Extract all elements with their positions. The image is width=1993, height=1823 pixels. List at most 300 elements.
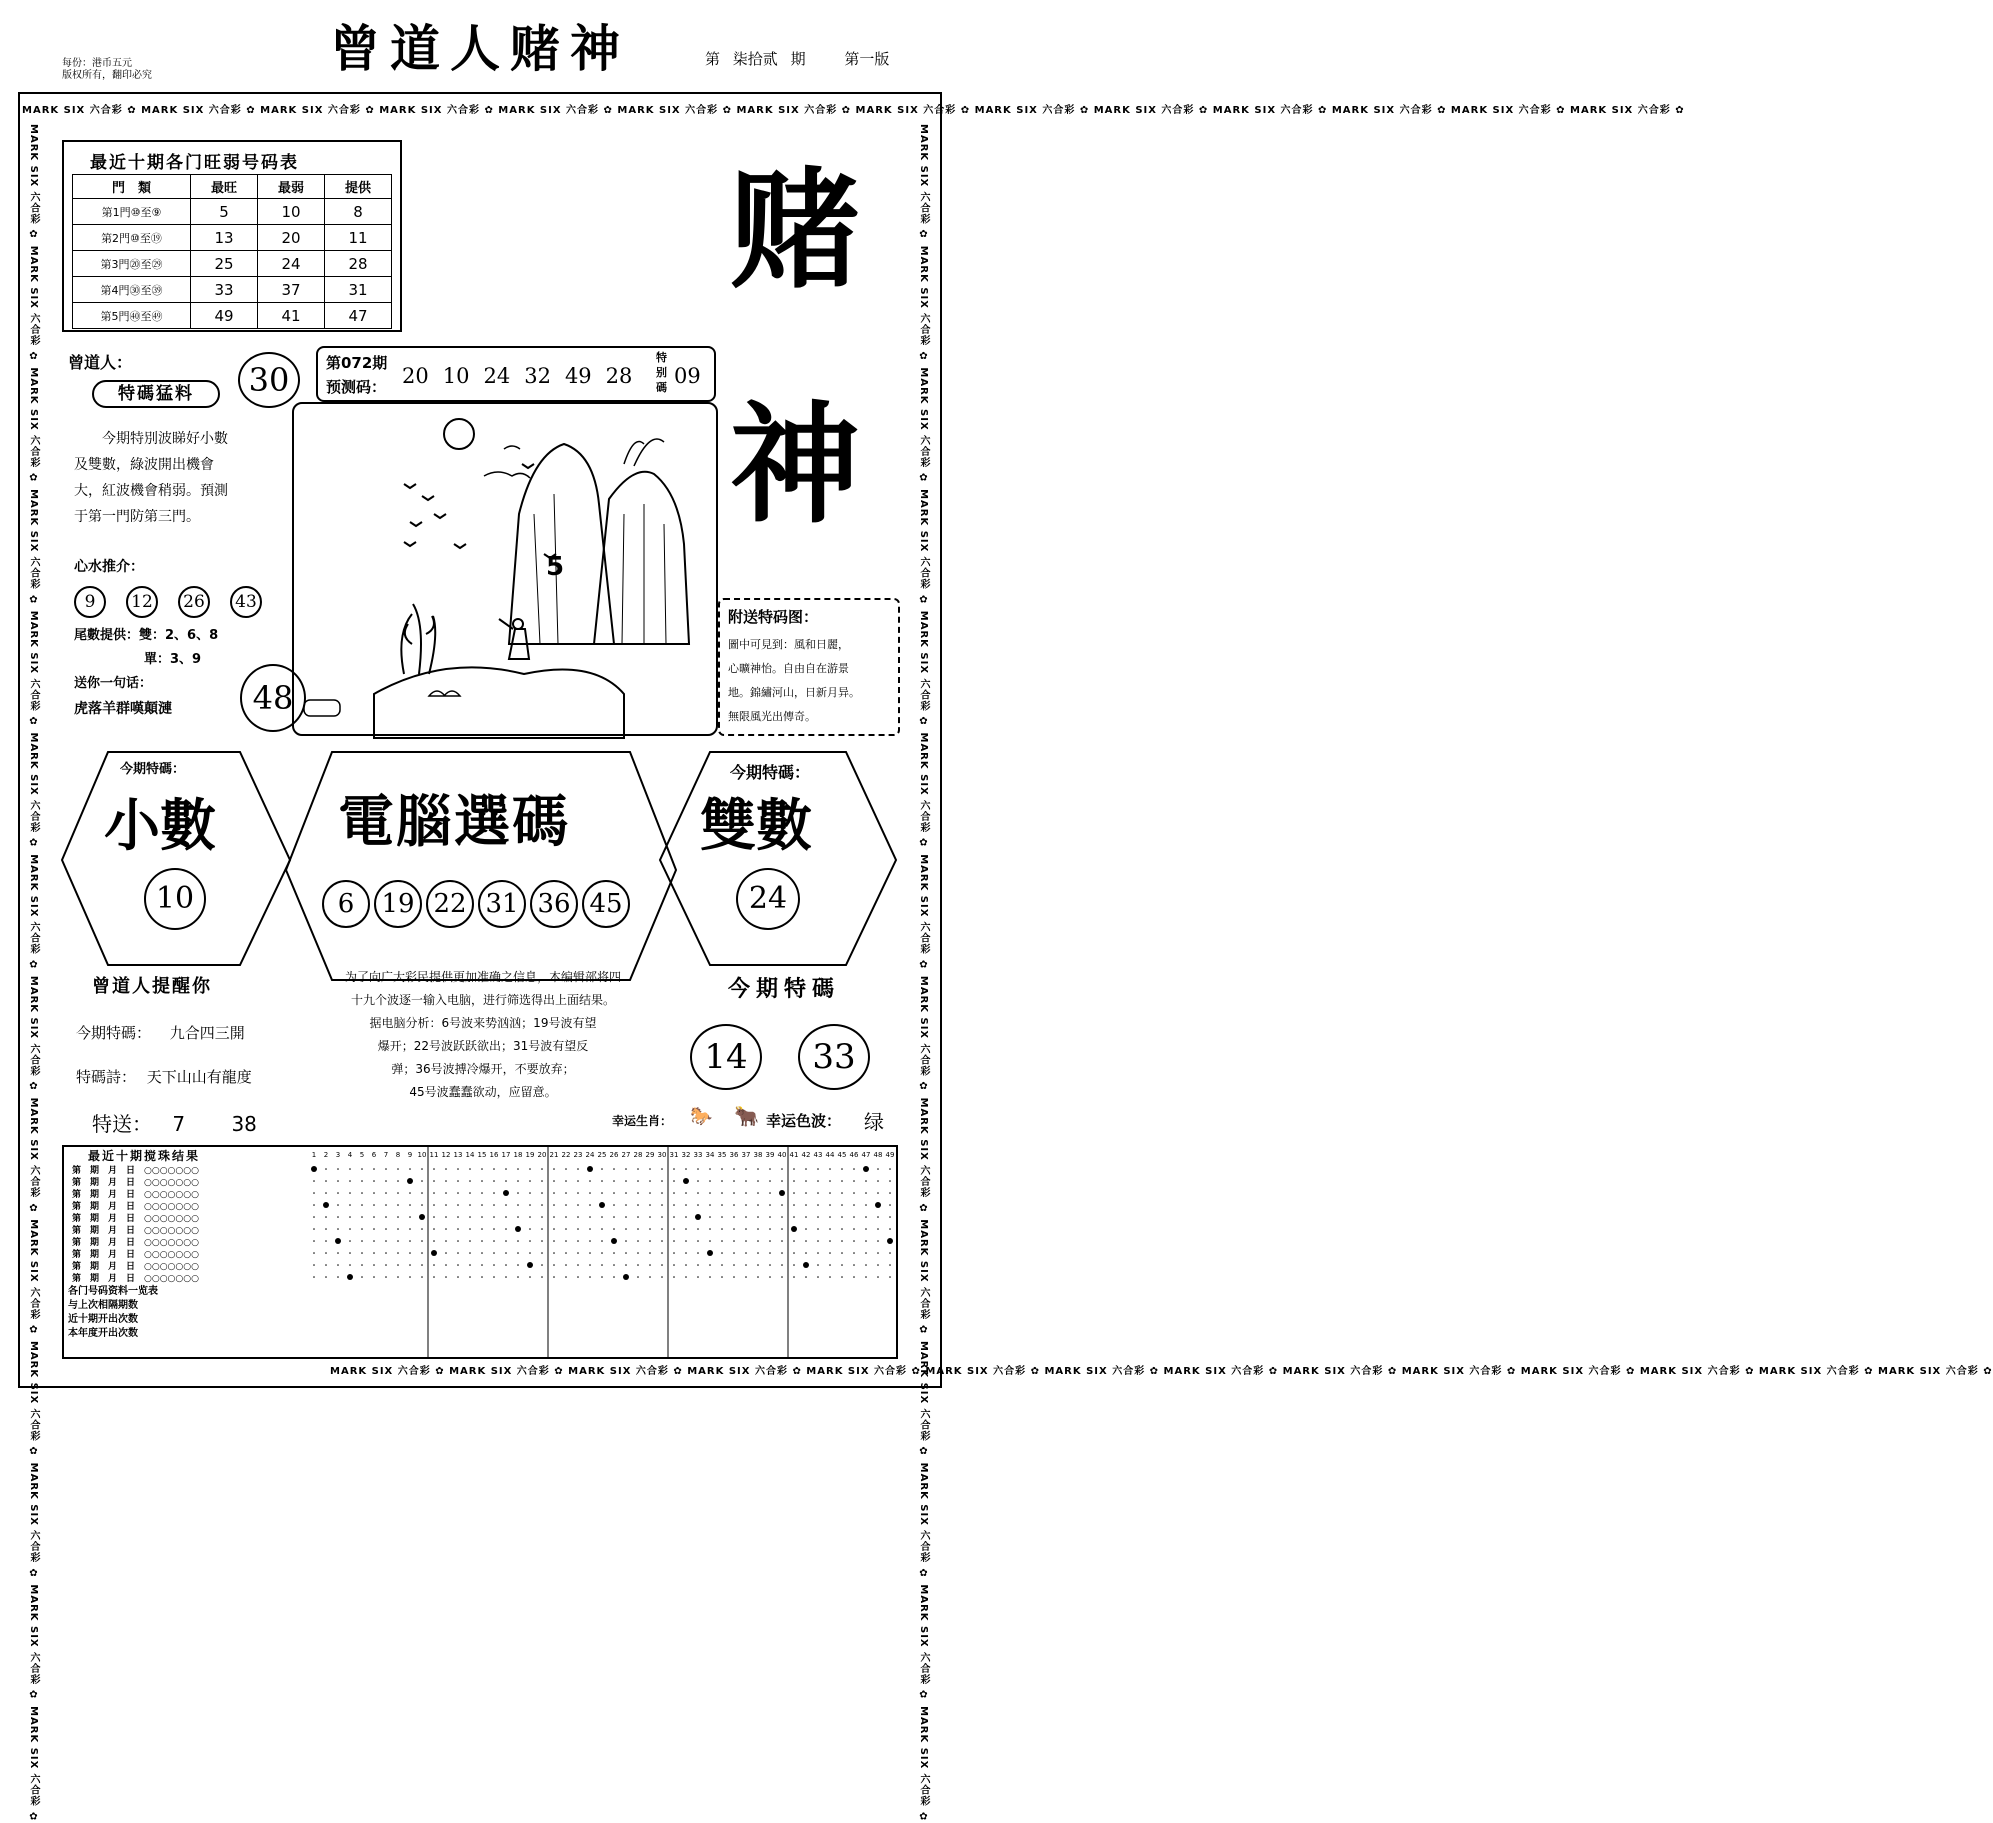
grid-dot bbox=[637, 1276, 639, 1278]
grid-dot bbox=[889, 1192, 891, 1194]
grid-dot bbox=[565, 1276, 567, 1278]
table-row bbox=[73, 225, 392, 251]
grid-dot bbox=[469, 1204, 471, 1206]
grid-dot bbox=[637, 1204, 639, 1206]
grid-dot bbox=[817, 1276, 819, 1278]
grid-dot bbox=[877, 1180, 879, 1182]
grid-dot bbox=[793, 1252, 795, 1254]
grid-dot bbox=[769, 1168, 771, 1170]
grid-dot bbox=[733, 1252, 735, 1254]
grid-dot bbox=[721, 1228, 723, 1230]
grid-dot bbox=[553, 1192, 555, 1194]
top-special-number: 30 bbox=[238, 352, 300, 408]
grid-dot bbox=[445, 1168, 447, 1170]
grid-dot bbox=[733, 1264, 735, 1266]
grid-dot bbox=[323, 1202, 329, 1208]
grid-dot bbox=[553, 1228, 555, 1230]
grid-dot bbox=[625, 1264, 627, 1266]
grid-dot bbox=[505, 1228, 507, 1230]
grid-dot bbox=[433, 1240, 435, 1242]
grid-column-number: 28 bbox=[633, 1151, 643, 1159]
history-row: 第 期 月 日 ○○○○○○○ bbox=[72, 1190, 199, 1200]
grid-dot bbox=[493, 1264, 495, 1266]
grid-dot bbox=[469, 1180, 471, 1182]
history-row: 第 期 月 日 ○○○○○○○ bbox=[72, 1202, 199, 1212]
grid-dot bbox=[457, 1240, 459, 1242]
grid-dot bbox=[349, 1264, 351, 1266]
picks-label: 心水推介： bbox=[74, 559, 144, 575]
grid-dot bbox=[745, 1252, 747, 1254]
grid-dot bbox=[601, 1228, 603, 1230]
grid-dot bbox=[661, 1252, 663, 1254]
grid-dot bbox=[325, 1168, 327, 1170]
grid-dot bbox=[337, 1204, 339, 1206]
grid-dot bbox=[889, 1168, 891, 1170]
grid-dot bbox=[733, 1204, 735, 1206]
grid-column-number: 33 bbox=[693, 1151, 703, 1159]
masthead-notes bbox=[62, 58, 162, 82]
grid-dot bbox=[865, 1216, 867, 1218]
grid-dot bbox=[589, 1216, 591, 1218]
grid-dot bbox=[349, 1240, 351, 1242]
grid-dot bbox=[337, 1252, 339, 1254]
grid-column-number: 15 bbox=[477, 1151, 487, 1159]
analysis-line: 据电脑分析：6号波来势汹汹；19号波有望 bbox=[369, 1016, 597, 1030]
computer-pick-ball: 45 bbox=[582, 880, 630, 928]
grid-dot bbox=[661, 1192, 663, 1194]
grid-dot bbox=[721, 1276, 723, 1278]
grid-dot bbox=[889, 1180, 891, 1182]
grid-dot bbox=[865, 1180, 867, 1182]
grid-dot bbox=[445, 1252, 447, 1254]
grid-dot bbox=[709, 1204, 711, 1206]
grid-dot bbox=[325, 1276, 327, 1278]
grid-dot bbox=[313, 1180, 315, 1182]
reminder-gift-label: 特送： bbox=[92, 1112, 152, 1136]
big-title-gamble: 赌 bbox=[730, 153, 861, 306]
grid-dot bbox=[311, 1166, 317, 1172]
band-left: MARK SIX 六合彩 ✿ MARK SIX 六合彩 ✿ MARK SIX 六合彩 ✿ MARK SIX 六合彩 ✿ MARK SIX 六合彩 ✿ MARK SIX 六合彩 ✿ MARK SIX 六合彩 ✿ MARK SIX 六合彩 ✿ MARK SIX 六合彩 ✿ MARK SIX 六合彩 ✿ MARK SIX 六合彩 ✿ MARK SIX 六合彩 ✿ MARK SIX 六合彩 ✿ MARK SIX 六合彩 ✿ bbox=[28, 124, 39, 1823]
grid-dot bbox=[457, 1252, 459, 1254]
grid-dot bbox=[385, 1192, 387, 1194]
grid-dot bbox=[613, 1204, 615, 1206]
grid-dot bbox=[409, 1252, 411, 1254]
grid-dot bbox=[625, 1180, 627, 1182]
grid-dot bbox=[361, 1204, 363, 1206]
grid-column-number: 10 bbox=[417, 1151, 427, 1159]
grid-dot bbox=[349, 1180, 351, 1182]
strong-cell: 5 bbox=[191, 199, 258, 225]
computer-pick-ball: 6 bbox=[322, 880, 370, 928]
grid-column-number: 5 bbox=[359, 1151, 365, 1159]
door-cell: 第4門㉚至㊴ bbox=[73, 277, 191, 303]
grid-dot bbox=[385, 1228, 387, 1230]
grid-dot bbox=[493, 1276, 495, 1278]
offer-cell: 11 bbox=[325, 225, 392, 251]
grid-dot bbox=[361, 1276, 363, 1278]
grid-dot bbox=[757, 1228, 759, 1230]
grid-dot bbox=[565, 1192, 567, 1194]
grid-dot bbox=[757, 1192, 759, 1194]
grid-dot bbox=[685, 1240, 687, 1242]
grid-column-number: 36 bbox=[729, 1151, 739, 1159]
grid-dot bbox=[409, 1264, 411, 1266]
grid-dot bbox=[781, 1264, 783, 1266]
lucky-color-value: 绿 bbox=[864, 1110, 884, 1134]
grid-dot bbox=[361, 1168, 363, 1170]
grid-column-number: 19 bbox=[525, 1151, 535, 1159]
grid-dot bbox=[529, 1252, 531, 1254]
grid-dot bbox=[515, 1226, 521, 1232]
grid-dot bbox=[505, 1240, 507, 1242]
grid-dot bbox=[421, 1276, 423, 1278]
grid-dot bbox=[527, 1262, 533, 1268]
grid-dot bbox=[373, 1216, 375, 1218]
grid-dot bbox=[385, 1276, 387, 1278]
grid-dot bbox=[637, 1168, 639, 1170]
grid-dot bbox=[625, 1192, 627, 1194]
grid-dot bbox=[421, 1168, 423, 1170]
grid-dot bbox=[697, 1276, 699, 1278]
grid-dot bbox=[565, 1264, 567, 1266]
prediction-label: 预测码： bbox=[326, 378, 387, 396]
grid-dot bbox=[517, 1204, 519, 1206]
grid-column-number: 26 bbox=[609, 1151, 619, 1159]
grid-dot bbox=[565, 1240, 567, 1242]
grid-dot bbox=[625, 1228, 627, 1230]
grid-dot bbox=[841, 1204, 843, 1206]
analysis-line: 弹；36号波搏冷爆开，不要放弃； bbox=[391, 1062, 575, 1076]
grid-dot bbox=[361, 1228, 363, 1230]
grid-dot bbox=[349, 1192, 351, 1194]
grid-dot bbox=[481, 1228, 483, 1230]
grid-dot bbox=[373, 1192, 375, 1194]
grid-dot bbox=[529, 1228, 531, 1230]
grid-dot bbox=[649, 1204, 651, 1206]
grid-dot bbox=[721, 1264, 723, 1266]
analysis-line: 十九个波逐一输入电脑，进行筛选得出上面结果。 bbox=[350, 993, 615, 1007]
grid-dot bbox=[769, 1192, 771, 1194]
grid-dot bbox=[745, 1192, 747, 1194]
grid-dot bbox=[541, 1228, 543, 1230]
grid-column-number: 49 bbox=[885, 1151, 895, 1159]
reminder-title: 曾道人提醒你 bbox=[92, 976, 212, 997]
grid-dot bbox=[829, 1168, 831, 1170]
grid-dot bbox=[385, 1264, 387, 1266]
ball-dot-grid bbox=[308, 1147, 896, 1357]
grid-dot bbox=[721, 1204, 723, 1206]
grid-dot bbox=[793, 1216, 795, 1218]
grid-dot bbox=[889, 1276, 891, 1278]
table-row bbox=[73, 199, 392, 225]
grid-dot bbox=[865, 1240, 867, 1242]
grid-dot bbox=[793, 1180, 795, 1182]
grid-dot bbox=[493, 1192, 495, 1194]
grid-dot bbox=[541, 1168, 543, 1170]
grid-dot bbox=[529, 1180, 531, 1182]
grid-dot bbox=[709, 1192, 711, 1194]
grid-dot bbox=[541, 1276, 543, 1278]
weak-cell: 24 bbox=[258, 251, 325, 277]
grid-dot bbox=[865, 1264, 867, 1266]
grid-dot bbox=[361, 1252, 363, 1254]
grid-dot bbox=[493, 1240, 495, 1242]
grid-dot bbox=[721, 1240, 723, 1242]
grid-dot bbox=[817, 1228, 819, 1230]
grid-dot bbox=[661, 1204, 663, 1206]
computer-pick-ball: 36 bbox=[530, 880, 578, 928]
grid-column-number: 8 bbox=[395, 1151, 401, 1159]
table-row bbox=[73, 251, 392, 277]
grid-dot bbox=[817, 1264, 819, 1266]
landscape-drawing bbox=[294, 404, 720, 738]
reminder-poem-label: 特碼詩： bbox=[76, 1068, 137, 1086]
grid-dot bbox=[589, 1240, 591, 1242]
grid-dot bbox=[503, 1190, 509, 1196]
grid-column-number: 35 bbox=[717, 1151, 727, 1159]
grid-dot bbox=[553, 1252, 555, 1254]
grid-dot bbox=[553, 1180, 555, 1182]
grid-dot bbox=[481, 1204, 483, 1206]
grid-dot bbox=[517, 1168, 519, 1170]
grid-dot bbox=[877, 1240, 879, 1242]
grid-dot bbox=[793, 1240, 795, 1242]
grid-dot bbox=[745, 1180, 747, 1182]
grid-dot bbox=[469, 1228, 471, 1230]
offer-cell: 47 bbox=[325, 303, 392, 329]
grid-dot bbox=[433, 1192, 435, 1194]
prediction-number: 49 bbox=[564, 364, 592, 388]
grid-dot bbox=[481, 1240, 483, 1242]
grid-dot bbox=[649, 1264, 651, 1266]
grid-dot bbox=[829, 1228, 831, 1230]
grid-dot bbox=[613, 1252, 615, 1254]
grid-dot bbox=[325, 1264, 327, 1266]
grid-dot bbox=[313, 1276, 315, 1278]
grid-dot bbox=[805, 1276, 807, 1278]
grid-dot bbox=[889, 1264, 891, 1266]
reminder-gift-value: 38 bbox=[231, 1112, 257, 1136]
hex-left-title: 小數 bbox=[104, 793, 216, 859]
grid-dot bbox=[697, 1264, 699, 1266]
grid-dot bbox=[517, 1264, 519, 1266]
grid-dot bbox=[649, 1240, 651, 1242]
grid-dot bbox=[769, 1264, 771, 1266]
grid-dot bbox=[361, 1264, 363, 1266]
grid-dot bbox=[841, 1276, 843, 1278]
grid-dot bbox=[865, 1204, 867, 1206]
grid-dot bbox=[661, 1240, 663, 1242]
grid-dot bbox=[601, 1276, 603, 1278]
special-label: 特别碼 bbox=[656, 351, 667, 394]
grid-dot bbox=[469, 1192, 471, 1194]
forecast-paragraph: 今期特別波睇好小數及雙數，綠波開出機會大，紅波機會稍弱。預測于第一門防第三門。 bbox=[74, 431, 228, 525]
grid-dot bbox=[577, 1264, 579, 1266]
grid-dot bbox=[853, 1168, 855, 1170]
grid-dot bbox=[577, 1216, 579, 1218]
weak-cell: 10 bbox=[258, 199, 325, 225]
grid-dot bbox=[433, 1228, 435, 1230]
grid-dot bbox=[649, 1276, 651, 1278]
grid-dot bbox=[733, 1216, 735, 1218]
grid-dot bbox=[481, 1168, 483, 1170]
grid-dot bbox=[685, 1252, 687, 1254]
issue-line bbox=[705, 48, 889, 69]
tail-odd-line bbox=[144, 648, 201, 667]
grid-dot bbox=[409, 1276, 411, 1278]
band-top: MARK SIX 六合彩 ✿ MARK SIX 六合彩 ✿ MARK SIX 六合彩 ✿ MARK SIX 六合彩 ✿ MARK SIX 六合彩 ✿ MARK SIX 六合彩 ✿ MARK SIX 六合彩 ✿ MARK SIX 六合彩 ✿ MARK SIX 六合彩 ✿ MARK SIX 六合彩 ✿ MARK SIX 六合彩 ✿ MARK SIX 六合彩 ✿ MARK SIX 六合彩 ✿ MARK SIX 六合彩 ✿ bbox=[22, 105, 1685, 116]
grid-dot bbox=[637, 1180, 639, 1182]
grid-column-number: 34 bbox=[705, 1151, 715, 1159]
grid-dot bbox=[397, 1192, 399, 1194]
grid-dot bbox=[481, 1192, 483, 1194]
grid-dot bbox=[769, 1252, 771, 1254]
grid-dot bbox=[313, 1252, 315, 1254]
grid-dot bbox=[697, 1228, 699, 1230]
reminder-special-label: 今期特碼： bbox=[76, 1024, 152, 1042]
door-table-box bbox=[62, 140, 402, 332]
hex-center-title: 電腦選碼 bbox=[338, 789, 570, 855]
grid-dot bbox=[517, 1216, 519, 1218]
door-table bbox=[72, 174, 392, 329]
strong-cell: 25 bbox=[191, 251, 258, 277]
grid-dot bbox=[601, 1168, 603, 1170]
grid-dot bbox=[709, 1168, 711, 1170]
hex-right-caption: 今期特碼： bbox=[730, 763, 811, 782]
grid-dot bbox=[445, 1264, 447, 1266]
grid-dot bbox=[757, 1216, 759, 1218]
grid-dot bbox=[457, 1192, 459, 1194]
grid-dot bbox=[587, 1166, 593, 1172]
grid-dot bbox=[877, 1228, 879, 1230]
edition-label: 第一版 bbox=[844, 50, 890, 68]
grid-dot bbox=[757, 1168, 759, 1170]
grid-dot bbox=[781, 1240, 783, 1242]
grid-dot bbox=[457, 1264, 459, 1266]
grid-dot bbox=[577, 1192, 579, 1194]
grid-dot bbox=[721, 1180, 723, 1182]
grid-dot bbox=[745, 1168, 747, 1170]
grid-dot bbox=[673, 1252, 675, 1254]
grid-dot bbox=[445, 1192, 447, 1194]
history-row: 第 期 月 日 ○○○○○○○ bbox=[72, 1214, 199, 1224]
reminder-special bbox=[76, 1022, 245, 1043]
grid-dot bbox=[397, 1204, 399, 1206]
grid-dot bbox=[649, 1252, 651, 1254]
door-table-header: 提供 bbox=[325, 175, 392, 199]
pick-ball: 43 bbox=[230, 586, 262, 618]
rights-text: 版权所有，翻印必究 bbox=[62, 70, 152, 81]
grid-dot bbox=[433, 1276, 435, 1278]
grid-dot bbox=[337, 1264, 339, 1266]
grid-dot bbox=[373, 1168, 375, 1170]
history-row: 第 期 月 日 ○○○○○○○ bbox=[72, 1178, 199, 1188]
grid-dot bbox=[349, 1168, 351, 1170]
grid-dot bbox=[673, 1264, 675, 1266]
grid-column-number: 31 bbox=[669, 1151, 679, 1159]
grid-dot bbox=[781, 1216, 783, 1218]
grid-dot bbox=[361, 1192, 363, 1194]
issue-number: 柒拾贰 bbox=[732, 50, 778, 68]
grid-dot bbox=[793, 1168, 795, 1170]
grid-column-number: 40 bbox=[777, 1151, 787, 1159]
gift-line: 無限風光出傳奇。 bbox=[728, 710, 816, 723]
grid-column-number: 39 bbox=[765, 1151, 775, 1159]
grid-dot bbox=[337, 1228, 339, 1230]
grid-dot bbox=[769, 1204, 771, 1206]
special-number: 09 bbox=[674, 364, 701, 388]
grid-dot bbox=[697, 1180, 699, 1182]
grid-dot bbox=[433, 1204, 435, 1206]
footer-row: 各门号码资料一览表 bbox=[68, 1286, 158, 1297]
grid-dot bbox=[313, 1204, 315, 1206]
grid-dot bbox=[721, 1252, 723, 1254]
grid-dot bbox=[589, 1264, 591, 1266]
door-cell: 第3門⑳至㉙ bbox=[73, 251, 191, 277]
table-row bbox=[73, 303, 392, 329]
grid-dot bbox=[445, 1180, 447, 1182]
grid-dot bbox=[325, 1240, 327, 1242]
gift-line: 圖中可見到：風和日麗， bbox=[728, 638, 849, 651]
grid-dot bbox=[433, 1180, 435, 1182]
grid-dot bbox=[553, 1168, 555, 1170]
grid-dot bbox=[517, 1276, 519, 1278]
grid-dot bbox=[313, 1192, 315, 1194]
grid-dot bbox=[685, 1204, 687, 1206]
grid-dot bbox=[769, 1276, 771, 1278]
grid-dot bbox=[781, 1180, 783, 1182]
history-row: 第 期 月 日 ○○○○○○○ bbox=[72, 1262, 199, 1272]
grid-dot bbox=[841, 1252, 843, 1254]
grid-dot bbox=[887, 1238, 893, 1244]
grid-dot bbox=[409, 1168, 411, 1170]
grid-dot bbox=[349, 1252, 351, 1254]
grid-dot bbox=[373, 1264, 375, 1266]
grid-dot bbox=[829, 1180, 831, 1182]
grid-dot bbox=[337, 1276, 339, 1278]
grid-dot bbox=[553, 1204, 555, 1206]
grid-dot bbox=[541, 1252, 543, 1254]
grid-dot bbox=[493, 1216, 495, 1218]
grid-dot bbox=[805, 1240, 807, 1242]
grid-dot bbox=[529, 1168, 531, 1170]
analysis-line: 为了向广大彩民提供更加准确之信息，本编辑部将四 bbox=[344, 970, 621, 984]
grid-dot bbox=[349, 1216, 351, 1218]
grid-dot bbox=[841, 1168, 843, 1170]
grid-dot bbox=[601, 1252, 603, 1254]
grid-dot bbox=[565, 1168, 567, 1170]
grid-dot bbox=[745, 1276, 747, 1278]
grid-dot bbox=[409, 1204, 411, 1206]
grid-dot bbox=[373, 1204, 375, 1206]
grid-dot bbox=[721, 1192, 723, 1194]
grid-dot bbox=[877, 1216, 879, 1218]
grid-dot bbox=[649, 1168, 651, 1170]
right-special-ball: 33 bbox=[798, 1024, 870, 1090]
grid-dot bbox=[829, 1216, 831, 1218]
grid-dot bbox=[733, 1276, 735, 1278]
grid-dot bbox=[625, 1216, 627, 1218]
grid-dot bbox=[793, 1276, 795, 1278]
grid-dot bbox=[791, 1226, 797, 1232]
grid-dot bbox=[481, 1180, 483, 1182]
tail-odd: 3、9 bbox=[170, 652, 202, 667]
grid-dot bbox=[779, 1190, 785, 1196]
grid-dot bbox=[805, 1192, 807, 1194]
grid-dot bbox=[601, 1264, 603, 1266]
grid-dot bbox=[781, 1228, 783, 1230]
grid-dot bbox=[517, 1240, 519, 1242]
